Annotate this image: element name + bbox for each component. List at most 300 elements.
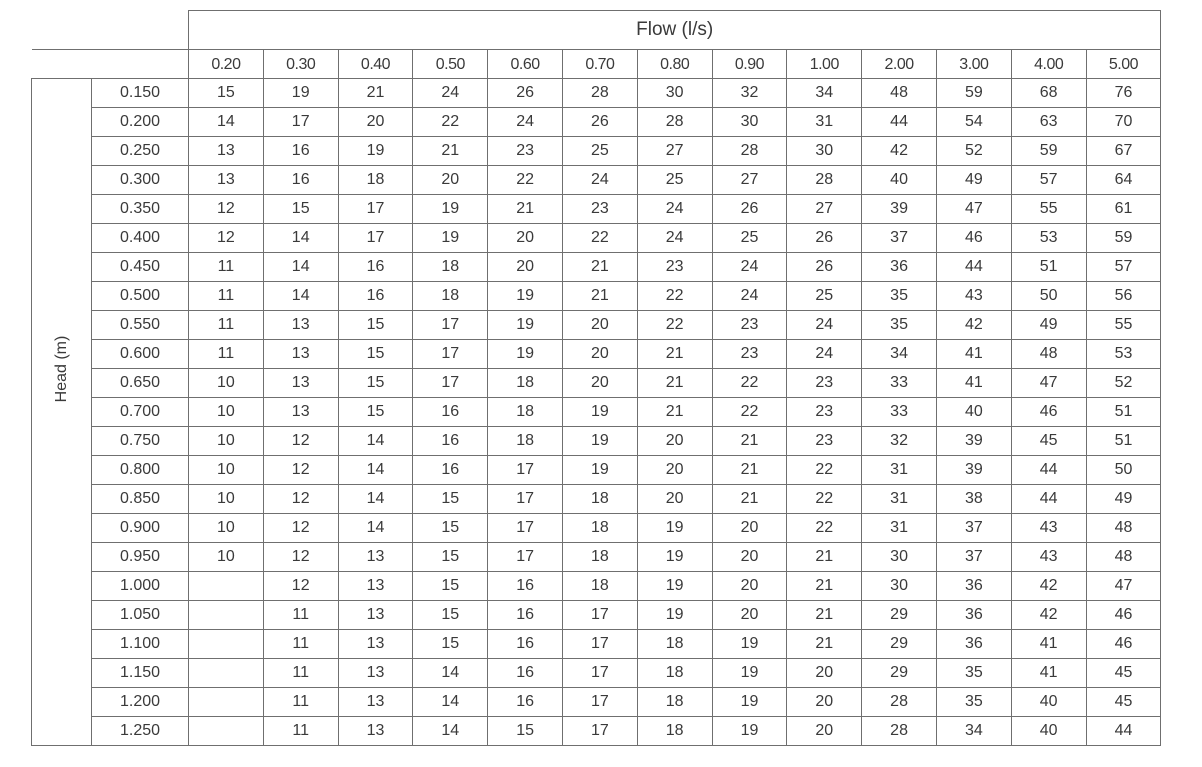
table-cell: 34 [862, 340, 937, 369]
table-cell: 28 [712, 137, 787, 166]
table-cell: 14 [338, 456, 413, 485]
table-row [32, 311, 1161, 340]
head-value-cell: 0.400 [92, 224, 189, 253]
table-cell: 36 [936, 601, 1011, 630]
table-cell: 19 [488, 340, 563, 369]
head-value-cell: 0.300 [92, 166, 189, 195]
table-cell: 13 [189, 166, 264, 195]
table-cell: 21 [712, 427, 787, 456]
table-cell: 16 [488, 601, 563, 630]
table-cell: 44 [1086, 717, 1161, 746]
table-cell: 40 [1011, 717, 1086, 746]
table-cell: 26 [712, 195, 787, 224]
table-cell: 15 [189, 79, 264, 108]
table-cell: 10 [189, 456, 264, 485]
table-cell: 19 [712, 659, 787, 688]
table-cell: 18 [637, 717, 712, 746]
table-cell: 55 [1011, 195, 1086, 224]
blank-corner-lower [32, 50, 189, 79]
table-cell: 14 [338, 485, 413, 514]
table-cell: 20 [712, 601, 787, 630]
head-value-cell: 0.750 [92, 427, 189, 456]
table-cell: 46 [1086, 630, 1161, 659]
head-value-cell: 1.100 [92, 630, 189, 659]
table-cell: 20 [637, 485, 712, 514]
table-cell: 30 [712, 108, 787, 137]
table-cell: 43 [1011, 514, 1086, 543]
table-cell: 19 [338, 137, 413, 166]
table-cell: 16 [488, 688, 563, 717]
table-cell: 20 [413, 166, 488, 195]
table-cell: 45 [1086, 688, 1161, 717]
table-cell: 15 [413, 485, 488, 514]
table-cell: 28 [787, 166, 862, 195]
table-cell: 21 [562, 282, 637, 311]
table-cell: 26 [488, 79, 563, 108]
table-cell: 20 [338, 108, 413, 137]
table-cell: 35 [862, 282, 937, 311]
table-row [32, 543, 1161, 572]
table-cell: 23 [488, 137, 563, 166]
table-row [32, 137, 1161, 166]
table-cell: 19 [712, 717, 787, 746]
table-cell: 67 [1086, 137, 1161, 166]
table-cell: 36 [936, 572, 1011, 601]
table-cell: 42 [1011, 572, 1086, 601]
table-cell: 21 [488, 195, 563, 224]
table-cell: 15 [413, 572, 488, 601]
table-cell: 59 [1011, 137, 1086, 166]
table-cell: 16 [263, 166, 338, 195]
table-cell: 48 [862, 79, 937, 108]
table-cell: 10 [189, 369, 264, 398]
table-cell: 16 [488, 630, 563, 659]
table-cell: 11 [189, 253, 264, 282]
table-cell: 32 [862, 427, 937, 456]
table-cell: 20 [562, 311, 637, 340]
table-cell: 10 [189, 543, 264, 572]
table-cell: 37 [936, 543, 1011, 572]
table-cell: 23 [787, 369, 862, 398]
head-value-cell: 1.150 [92, 659, 189, 688]
table-cell: 14 [413, 659, 488, 688]
table-cell: 28 [637, 108, 712, 137]
table-cell: 47 [936, 195, 1011, 224]
head-value-cell: 0.700 [92, 398, 189, 427]
table-cell: 42 [936, 311, 1011, 340]
table-cell: 24 [637, 195, 712, 224]
head-value-cell: 1.050 [92, 601, 189, 630]
table-cell: 13 [263, 340, 338, 369]
head-axis-title: Head (m) [52, 335, 70, 403]
table-cell: 49 [1011, 311, 1086, 340]
table-cell: 47 [1086, 572, 1161, 601]
table-cell [189, 630, 264, 659]
table-cell: 31 [862, 456, 937, 485]
table-cell: 68 [1011, 79, 1086, 108]
table-cell: 15 [413, 630, 488, 659]
table-row [32, 456, 1161, 485]
table-cell: 19 [488, 282, 563, 311]
table-cell: 11 [189, 311, 264, 340]
table-cell: 10 [189, 514, 264, 543]
table-cell: 43 [936, 282, 1011, 311]
table-row [32, 195, 1161, 224]
table-cell: 56 [1086, 282, 1161, 311]
table-cell: 24 [787, 311, 862, 340]
table-cell [189, 572, 264, 601]
table-cell: 41 [1011, 659, 1086, 688]
flow-header-cell: 0.30 [263, 50, 338, 79]
table-cell: 39 [936, 456, 1011, 485]
table-cell: 29 [862, 630, 937, 659]
table-cell: 20 [562, 340, 637, 369]
table-cell: 30 [862, 543, 937, 572]
flow-header-cell: 0.80 [637, 50, 712, 79]
table-cell: 44 [936, 253, 1011, 282]
table-cell: 16 [338, 253, 413, 282]
flow-header-cell: 0.20 [189, 50, 264, 79]
table-cell: 55 [1086, 311, 1161, 340]
head-axis-cell [32, 79, 92, 746]
table-cell: 14 [263, 253, 338, 282]
table-cell [189, 688, 264, 717]
table-cell: 14 [338, 514, 413, 543]
table-cell: 44 [1011, 456, 1086, 485]
table-cell: 18 [562, 572, 637, 601]
table-row [32, 688, 1161, 717]
table-cell: 22 [637, 282, 712, 311]
table-cell: 57 [1011, 166, 1086, 195]
flow-header-cell: 5.00 [1086, 50, 1161, 79]
table-cell: 13 [263, 398, 338, 427]
table-cell: 12 [263, 572, 338, 601]
table-cell: 12 [189, 224, 264, 253]
head-value-cell: 0.200 [92, 108, 189, 137]
table-cell: 47 [1011, 369, 1086, 398]
table-cell: 22 [488, 166, 563, 195]
head-value-cell: 0.250 [92, 137, 189, 166]
table-cell: 19 [637, 514, 712, 543]
table-cell: 12 [263, 485, 338, 514]
table-cell: 23 [562, 195, 637, 224]
table-cell: 19 [562, 456, 637, 485]
table-cell: 50 [1011, 282, 1086, 311]
table-cell: 19 [488, 311, 563, 340]
table-cell: 22 [637, 311, 712, 340]
table-cell: 14 [413, 688, 488, 717]
table-cell: 28 [562, 79, 637, 108]
table-cell: 45 [1086, 659, 1161, 688]
table-cell: 23 [712, 311, 787, 340]
table-cell: 11 [189, 282, 264, 311]
table-cell: 33 [862, 369, 937, 398]
table-cell: 23 [637, 253, 712, 282]
table-cell: 12 [263, 543, 338, 572]
table-cell: 16 [263, 137, 338, 166]
table-cell: 10 [189, 398, 264, 427]
table-cell: 20 [637, 427, 712, 456]
head-value-cell: 0.600 [92, 340, 189, 369]
table-row [32, 485, 1161, 514]
table-cell: 21 [787, 630, 862, 659]
table-cell: 17 [562, 630, 637, 659]
table-cell: 19 [712, 630, 787, 659]
table-cell: 19 [562, 427, 637, 456]
table-cell: 24 [562, 166, 637, 195]
table-cell: 45 [1011, 427, 1086, 456]
table-cell: 19 [413, 224, 488, 253]
table-row [32, 282, 1161, 311]
table-cell: 18 [413, 253, 488, 282]
table-cell: 36 [862, 253, 937, 282]
table-cell: 18 [488, 398, 563, 427]
table-cell: 21 [637, 398, 712, 427]
table-cell: 13 [263, 369, 338, 398]
table-cell: 46 [1086, 601, 1161, 630]
table-cell: 14 [338, 427, 413, 456]
table-cell: 59 [936, 79, 1011, 108]
table-cell: 19 [637, 601, 712, 630]
table-cell: 20 [787, 688, 862, 717]
table-cell: 48 [1086, 514, 1161, 543]
table-cell: 24 [488, 108, 563, 137]
table-cell: 21 [787, 601, 862, 630]
table-cell: 23 [787, 398, 862, 427]
table-row [32, 427, 1161, 456]
table-cell: 15 [488, 717, 563, 746]
table-cell: 40 [1011, 688, 1086, 717]
flow-head-table [31, 10, 1161, 746]
flow-header-row [32, 50, 1161, 79]
table-cell: 20 [787, 659, 862, 688]
table-row [32, 514, 1161, 543]
table-cell: 44 [862, 108, 937, 137]
head-value-cell: 0.650 [92, 369, 189, 398]
flow-header-cell: 4.00 [1011, 50, 1086, 79]
flow-header-cell: 2.00 [862, 50, 937, 79]
table-cell: 20 [637, 456, 712, 485]
table-cell: 52 [1086, 369, 1161, 398]
table-cell: 19 [637, 543, 712, 572]
table-cell: 22 [787, 514, 862, 543]
table-cell: 18 [637, 630, 712, 659]
table-cell: 17 [562, 717, 637, 746]
table-cell: 44 [1011, 485, 1086, 514]
table-cell: 25 [562, 137, 637, 166]
table-cell: 13 [338, 688, 413, 717]
table-cell: 16 [488, 572, 563, 601]
head-value-cell: 0.900 [92, 514, 189, 543]
table-cell: 14 [189, 108, 264, 137]
table-cell: 24 [637, 224, 712, 253]
table-cell: 21 [712, 456, 787, 485]
table-cell: 12 [263, 427, 338, 456]
table-cell: 19 [712, 688, 787, 717]
table-cell: 54 [936, 108, 1011, 137]
table-cell: 12 [263, 514, 338, 543]
head-value-cell: 1.000 [92, 572, 189, 601]
table-cell: 52 [936, 137, 1011, 166]
table-cell: 37 [936, 514, 1011, 543]
table-cell: 51 [1086, 427, 1161, 456]
table-cell: 16 [413, 398, 488, 427]
table-cell: 21 [637, 340, 712, 369]
table-cell: 13 [338, 543, 413, 572]
table-cell: 22 [712, 369, 787, 398]
table-cell: 59 [1086, 224, 1161, 253]
table-cell: 21 [787, 543, 862, 572]
head-value-cell: 0.350 [92, 195, 189, 224]
table-cell: 17 [488, 485, 563, 514]
table-cell: 28 [862, 688, 937, 717]
head-value-cell: 0.550 [92, 311, 189, 340]
table-cell: 28 [862, 717, 937, 746]
table-cell: 51 [1086, 398, 1161, 427]
table-cell: 31 [862, 485, 937, 514]
table-cell: 46 [936, 224, 1011, 253]
table-cell: 15 [338, 398, 413, 427]
head-value-cell: 0.500 [92, 282, 189, 311]
table-cell: 21 [413, 137, 488, 166]
table-cell: 20 [787, 717, 862, 746]
table-row [32, 108, 1161, 137]
table-cell: 10 [189, 485, 264, 514]
table-cell: 20 [712, 514, 787, 543]
head-value-cell: 0.850 [92, 485, 189, 514]
table-cell: 29 [862, 601, 937, 630]
table-cell: 35 [936, 688, 1011, 717]
flow-header-cell: 0.40 [338, 50, 413, 79]
table-cell: 18 [562, 514, 637, 543]
table-cell: 14 [413, 717, 488, 746]
table-row [32, 398, 1161, 427]
table-cell: 48 [1086, 543, 1161, 572]
table-cell: 17 [488, 543, 563, 572]
table-cell: 29 [862, 659, 937, 688]
table-cell: 49 [1086, 485, 1161, 514]
table-cell: 15 [338, 369, 413, 398]
table-cell: 19 [637, 572, 712, 601]
table-cell: 43 [1011, 543, 1086, 572]
table-row [32, 717, 1161, 746]
table-cell [189, 601, 264, 630]
table-cell: 21 [338, 79, 413, 108]
table-cell: 18 [488, 369, 563, 398]
table-cell: 27 [637, 137, 712, 166]
table-row [32, 369, 1161, 398]
table-cell: 37 [862, 224, 937, 253]
table-cell: 48 [1011, 340, 1086, 369]
table-row [32, 79, 1161, 108]
table-cell: 20 [562, 369, 637, 398]
table-cell: 31 [787, 108, 862, 137]
table-cell: 35 [862, 311, 937, 340]
table-cell: 53 [1086, 340, 1161, 369]
table-cell: 10 [189, 427, 264, 456]
table-cell [189, 659, 264, 688]
flow-header-cell: 3.00 [936, 50, 1011, 79]
table-cell: 22 [787, 456, 862, 485]
table-cell: 16 [338, 282, 413, 311]
table-cell: 13 [263, 311, 338, 340]
table-cell: 16 [413, 456, 488, 485]
table-cell: 53 [1011, 224, 1086, 253]
flow-axis-title: Flow (l/s) [189, 11, 1161, 50]
table-cell: 22 [413, 108, 488, 137]
table-cell: 24 [787, 340, 862, 369]
table-cell: 16 [413, 427, 488, 456]
table-cell: 20 [488, 253, 563, 282]
table-cell: 26 [787, 224, 862, 253]
table-cell: 19 [562, 398, 637, 427]
table-cell: 13 [338, 659, 413, 688]
table-cell: 11 [263, 630, 338, 659]
table-cell: 22 [562, 224, 637, 253]
table-cell: 35 [936, 659, 1011, 688]
table-cell: 17 [488, 456, 563, 485]
table-cell: 13 [338, 717, 413, 746]
table-cell: 24 [413, 79, 488, 108]
table-cell: 15 [338, 311, 413, 340]
table-cell: 20 [488, 224, 563, 253]
table-cell: 17 [488, 514, 563, 543]
table-cell: 41 [936, 340, 1011, 369]
table-cell: 20 [712, 572, 787, 601]
table-row [32, 224, 1161, 253]
table-cell: 27 [787, 195, 862, 224]
table-cell: 30 [637, 79, 712, 108]
table-cell: 41 [936, 369, 1011, 398]
table-cell: 23 [787, 427, 862, 456]
table-cell: 23 [712, 340, 787, 369]
table-cell: 12 [263, 456, 338, 485]
table-cell: 14 [263, 282, 338, 311]
table-cell: 18 [413, 282, 488, 311]
table-cell: 15 [413, 514, 488, 543]
head-value-cell: 1.250 [92, 717, 189, 746]
table-cell: 31 [862, 514, 937, 543]
table-cell: 15 [413, 543, 488, 572]
table-cell: 42 [862, 137, 937, 166]
table-cell: 21 [562, 253, 637, 282]
table-row [32, 601, 1161, 630]
table-cell: 30 [862, 572, 937, 601]
table-cell: 17 [562, 601, 637, 630]
table-cell: 24 [712, 253, 787, 282]
table-cell: 36 [936, 630, 1011, 659]
table-cell [189, 717, 264, 746]
flow-header-cell: 1.00 [787, 50, 862, 79]
table-cell: 40 [862, 166, 937, 195]
head-value-cell: 0.950 [92, 543, 189, 572]
table-cell: 40 [936, 398, 1011, 427]
table-cell: 42 [1011, 601, 1086, 630]
table-cell: 46 [1011, 398, 1086, 427]
table-cell: 12 [189, 195, 264, 224]
table-cell: 15 [338, 340, 413, 369]
table-cell: 15 [413, 601, 488, 630]
table-cell: 17 [413, 311, 488, 340]
table-cell: 50 [1086, 456, 1161, 485]
table-row [32, 166, 1161, 195]
flow-header-cell: 0.50 [413, 50, 488, 79]
title-row [32, 11, 1161, 50]
table-cell: 18 [562, 543, 637, 572]
flow-header-cell: 0.60 [488, 50, 563, 79]
table-cell: 34 [936, 717, 1011, 746]
table-cell: 26 [562, 108, 637, 137]
